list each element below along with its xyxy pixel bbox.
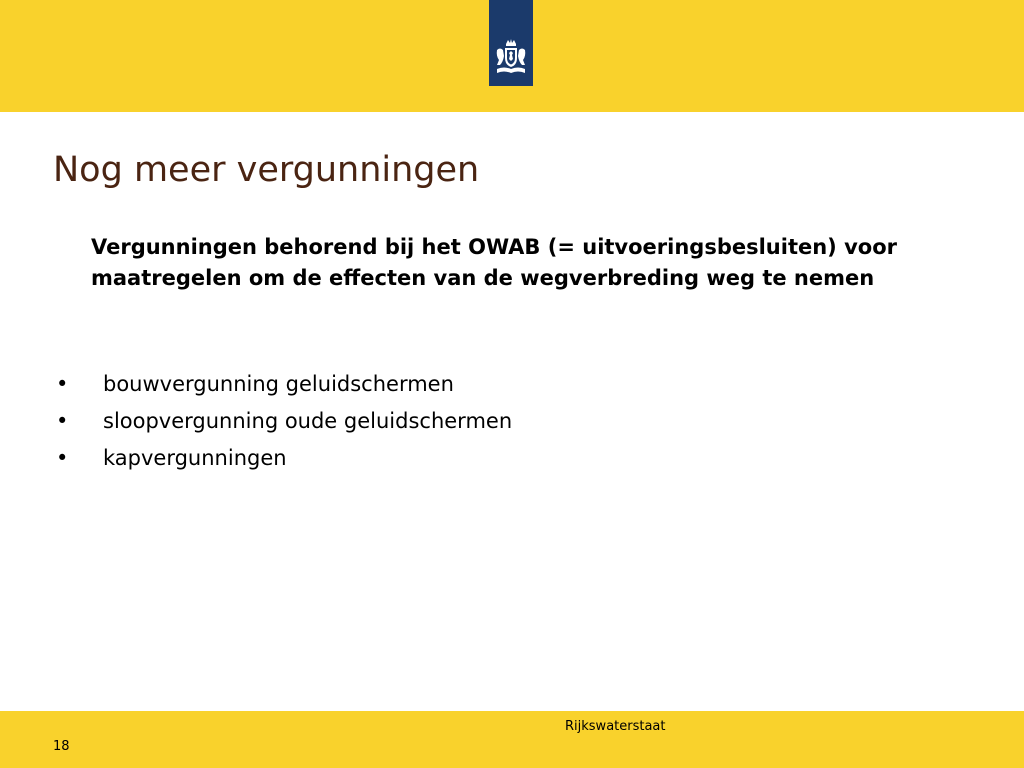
logo-ribbon (489, 0, 533, 86)
list-item (53, 366, 512, 403)
list-item-text: sloopvergunning oude geluidschermen (103, 409, 513, 433)
intro-text: Vergunningen behorend bij het OWAB (= uitvoeringsbesluiten) voor maatregelen om de effecten van de wegverbreding weg te nemen (91, 235, 897, 290)
organization-name: Rijkswaterstaat (565, 719, 666, 734)
bullet-marker: • (56, 409, 69, 433)
list-item (53, 440, 512, 477)
page-number: 18 (53, 739, 70, 754)
footer-band (0, 711, 1024, 768)
bullet-list (53, 366, 512, 477)
header-band (0, 0, 1024, 112)
list-item-text: bouwvergunning geluidschermen (103, 372, 454, 396)
list-item-text: kapvergunningen (103, 446, 287, 470)
list-item (53, 403, 512, 440)
bullet-marker: • (56, 372, 69, 396)
coat-of-arms-icon (491, 38, 531, 78)
bullet-marker: • (56, 446, 69, 470)
slide-title: Nog meer vergunningen (53, 150, 480, 190)
